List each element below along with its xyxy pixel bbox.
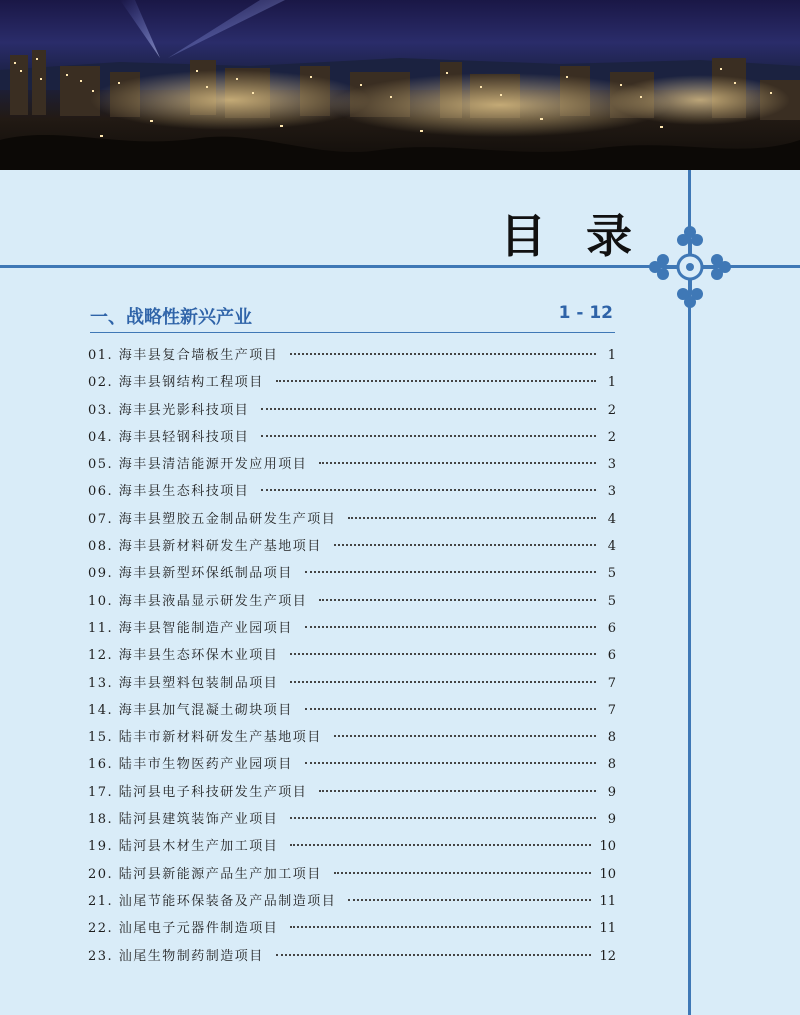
toc-entry[interactable] <box>88 562 616 589</box>
fleur-cross-ornament-icon <box>645 222 735 312</box>
toc-entry-label: 13. 海丰县塑料包装制品项目 <box>88 675 279 691</box>
city-skyline-illustration <box>0 0 800 170</box>
toc-entry-label: 10. 海丰县液晶显示研发生产项目 <box>88 593 308 609</box>
toc-entry-label: 21. 汕尾节能环保装备及产品制造项目 <box>88 893 337 909</box>
toc-entry-page-number: 7 <box>607 675 616 691</box>
toc-entry-page-number: 5 <box>607 593 616 609</box>
toc-entry[interactable] <box>88 753 616 780</box>
page-title: 目 录 <box>500 209 645 263</box>
toc-dot-leader <box>305 762 596 764</box>
toc-entry[interactable] <box>88 371 616 398</box>
toc-dot-leader <box>290 653 596 655</box>
toc-entry-label: 11. 海丰县智能制造产业园项目 <box>88 620 293 636</box>
toc-dot-leader <box>290 353 596 355</box>
toc-entry[interactable] <box>88 617 616 644</box>
toc-entry[interactable] <box>88 344 616 371</box>
table-of-contents <box>88 344 616 972</box>
toc-entry-label: 20. 陆河县新能源产品生产加工项目 <box>88 866 322 882</box>
toc-entry-label: 14. 海丰县加气混凝土砌块项目 <box>88 702 293 718</box>
toc-entry-label: 15. 陆丰市新材料研发生产基地项目 <box>88 730 322 746</box>
toc-entry-page-number: 8 <box>607 757 616 773</box>
toc-dot-leader <box>276 954 592 956</box>
toc-entry[interactable] <box>88 535 616 562</box>
toc-entry[interactable] <box>88 508 616 535</box>
toc-entry-label: 04. 海丰县轻钢科技项目 <box>88 429 250 445</box>
toc-entry-page-number: 6 <box>607 620 616 636</box>
toc-entry-page-number: 12 <box>599 948 616 964</box>
toc-entry-label: 02. 海丰县钢结构工程项目 <box>88 375 264 391</box>
toc-entry[interactable] <box>88 644 616 671</box>
section-title: 一、战略性新兴产业 <box>90 307 252 328</box>
toc-entry[interactable] <box>88 590 616 617</box>
toc-dot-leader <box>334 872 592 874</box>
toc-entry-label: 22. 汕尾电子元器件制造项目 <box>88 921 279 937</box>
toc-entry-page-number: 10 <box>599 866 616 882</box>
toc-entry-label: 18. 陆河县建筑装饰产业项目 <box>88 812 279 828</box>
toc-entry-label: 19. 陆河县木材生产加工项目 <box>88 839 279 855</box>
toc-entry-label: 09. 海丰县新型环保纸制品项目 <box>88 566 293 582</box>
toc-dot-leader <box>261 435 596 437</box>
toc-dot-leader <box>305 571 596 573</box>
toc-entry[interactable] <box>88 672 616 699</box>
toc-dot-leader <box>305 708 596 710</box>
toc-dot-leader <box>290 926 591 928</box>
toc-entry-page-number: 1 <box>607 375 616 391</box>
section-header <box>90 303 615 333</box>
toc-entry-page-number: 5 <box>607 566 616 582</box>
toc-entry-label: 17. 陆河县电子科技研发生产项目 <box>88 784 308 800</box>
toc-entry[interactable] <box>88 726 616 753</box>
toc-entry-page-number: 10 <box>599 839 616 855</box>
toc-dot-leader <box>290 681 596 683</box>
toc-entry-label: 23. 汕尾生物制药制造项目 <box>88 948 264 964</box>
toc-entry[interactable] <box>88 835 616 862</box>
toc-dot-leader <box>276 380 596 382</box>
toc-entry-label: 08. 海丰县新材料研发生产基地项目 <box>88 539 322 555</box>
toc-entry[interactable] <box>88 945 616 972</box>
toc-entry-page-number: 2 <box>607 429 616 445</box>
toc-entry-label: 12. 海丰县生态环保木业项目 <box>88 648 279 664</box>
toc-dot-leader <box>348 899 591 901</box>
toc-entry-label: 16. 陆丰市生物医药产业园项目 <box>88 757 293 773</box>
toc-entry-label: 05. 海丰县清洁能源开发应用项目 <box>88 457 308 473</box>
toc-entry-label: 01. 海丰县复合墙板生产项目 <box>88 348 279 363</box>
toc-dot-leader <box>334 544 596 546</box>
toc-entry[interactable] <box>88 426 616 453</box>
toc-dot-leader <box>305 626 596 628</box>
toc-entry[interactable] <box>88 453 616 480</box>
toc-entry-page-number: 9 <box>607 812 616 828</box>
toc-entry-page-number: 4 <box>607 511 616 527</box>
toc-entry-page-number: 6 <box>607 648 616 664</box>
toc-entry-page-number: 3 <box>607 484 616 500</box>
toc-entry-page-number: 3 <box>607 457 616 473</box>
toc-entry-page-number: 9 <box>607 784 616 800</box>
toc-entry[interactable] <box>88 917 616 944</box>
toc-entry[interactable] <box>88 699 616 726</box>
toc-entry[interactable] <box>88 781 616 808</box>
toc-dot-leader <box>348 517 596 519</box>
section-page-range: 1 - 12 <box>558 303 613 323</box>
toc-entry-label: 07. 海丰县塑胶五金制品研发生产项目 <box>88 511 337 527</box>
toc-entry[interactable] <box>88 480 616 507</box>
toc-dot-leader <box>319 599 596 601</box>
toc-dot-leader <box>334 735 596 737</box>
toc-entry[interactable] <box>88 399 616 426</box>
toc-entry-page-number: 7 <box>607 702 616 718</box>
toc-dot-leader <box>319 462 596 464</box>
toc-entry[interactable] <box>88 808 616 835</box>
toc-entry-label: 06. 海丰县生态科技项目 <box>88 484 250 500</box>
toc-dot-leader <box>319 790 596 792</box>
toc-entry-page-number: 4 <box>607 539 616 555</box>
toc-dot-leader <box>290 844 591 846</box>
toc-entry-page-number: 1 <box>607 348 616 363</box>
toc-entry[interactable] <box>88 890 616 917</box>
toc-dot-leader <box>261 489 596 491</box>
toc-entry-page-number: 11 <box>599 921 616 937</box>
toc-dot-leader <box>290 817 596 819</box>
toc-dot-leader <box>261 408 596 410</box>
toc-entry-page-number: 8 <box>607 730 616 746</box>
toc-entry-page-number: 11 <box>599 893 616 909</box>
toc-entry-label: 03. 海丰县光影科技项目 <box>88 402 250 418</box>
header-city-photo <box>0 0 800 170</box>
toc-entry[interactable] <box>88 863 616 890</box>
toc-entry-page-number: 2 <box>607 402 616 418</box>
